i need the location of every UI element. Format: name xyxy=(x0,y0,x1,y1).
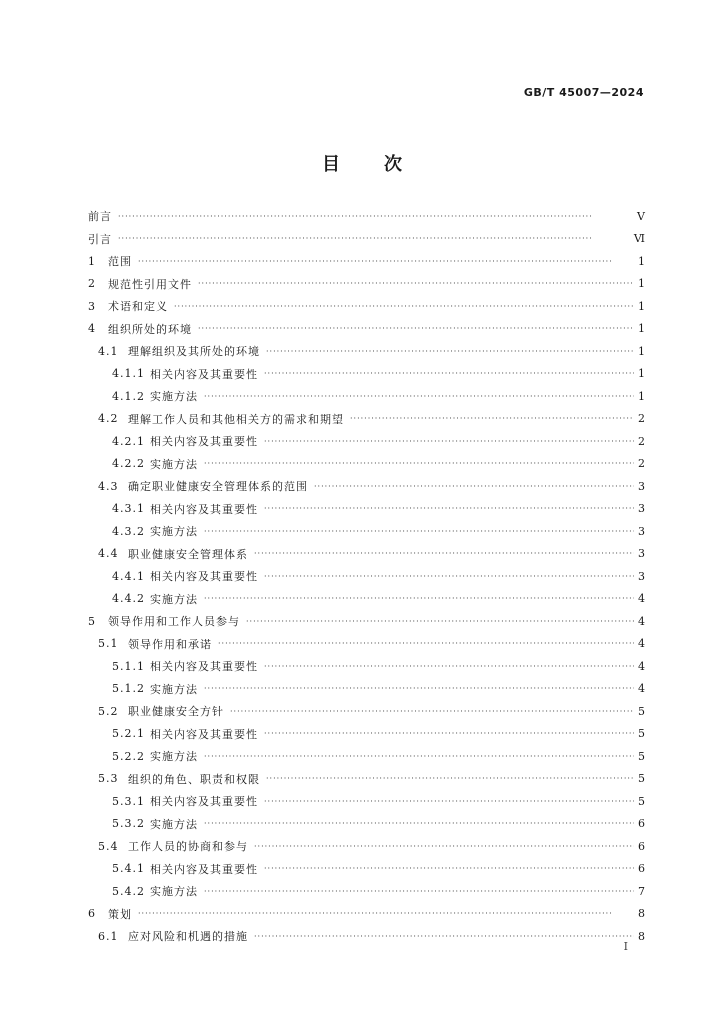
dot-leader xyxy=(266,774,634,783)
toc-entry-title: 相关内容及其重要性 xyxy=(150,795,258,809)
toc-entry-number: 4.3.2 xyxy=(112,524,145,538)
toc-entry[interactable] xyxy=(88,363,646,386)
dot-leader xyxy=(264,797,634,806)
toc-entry-title: 相关内容及其重要性 xyxy=(150,435,258,449)
dot-leader xyxy=(218,639,634,648)
toc-entry-title: 实施方法 xyxy=(150,525,198,539)
toc-entry-title: 实施方法 xyxy=(150,750,198,764)
toc-entry-page: 3 xyxy=(638,569,646,583)
toc-entry[interactable] xyxy=(88,903,646,926)
toc-entry-title: 策划 xyxy=(108,907,132,921)
toc-entry-number: 5.1.2 xyxy=(112,682,145,696)
toc-entry-number: 1 xyxy=(88,254,96,268)
toc-entry[interactable] xyxy=(88,205,646,228)
toc-entry-title: 相关内容及其重要性 xyxy=(150,502,258,516)
toc-entry-title: 相关内容及其重要性 xyxy=(150,727,258,741)
table-of-contents xyxy=(88,205,646,948)
toc-entry[interactable] xyxy=(88,790,646,813)
dot-leader xyxy=(254,932,634,941)
toc-entry-page: 5 xyxy=(638,749,646,763)
toc-entry[interactable] xyxy=(88,700,646,723)
toc-entry-number: 4.2 xyxy=(98,412,119,426)
toc-entry[interactable] xyxy=(88,768,646,791)
toc-entry-number: 5.2.2 xyxy=(112,749,145,763)
toc-entry[interactable] xyxy=(88,543,646,566)
toc-entry-page: 8 xyxy=(638,929,646,943)
toc-entry-page: 1 xyxy=(638,322,646,336)
toc-entry-page: 1 xyxy=(638,277,646,291)
dot-leader xyxy=(264,437,634,446)
toc-entry-page: 3 xyxy=(638,547,646,561)
dot-leader xyxy=(198,324,634,333)
toc-entry[interactable] xyxy=(88,858,646,881)
toc-entry-number: 5.4 xyxy=(98,839,119,853)
toc-entry-title: 领导作用和承诺 xyxy=(128,637,212,651)
toc-entry-page: 2 xyxy=(638,412,646,426)
toc-entry[interactable] xyxy=(88,250,646,273)
page-number: I xyxy=(623,940,628,953)
toc-entry-number: 4.4 xyxy=(98,547,119,561)
toc-entry-page: 5 xyxy=(638,727,646,741)
dot-leader xyxy=(204,527,634,536)
toc-entry[interactable] xyxy=(88,813,646,836)
toc-entry-number: 6 xyxy=(88,907,96,921)
toc-entry-number: 2 xyxy=(88,277,96,291)
dot-leader xyxy=(246,617,634,626)
toc-entry[interactable] xyxy=(88,475,646,498)
toc-entry-title: 理解工作人员和其他相关方的需求和期望 xyxy=(128,412,344,426)
toc-entry-number: 5.2.1 xyxy=(112,727,145,741)
toc-entry[interactable] xyxy=(88,340,646,363)
toc-entry[interactable] xyxy=(88,498,646,521)
toc-entry[interactable] xyxy=(88,565,646,588)
dot-leader xyxy=(138,257,634,266)
toc-entry-title: 实施方法 xyxy=(150,682,198,696)
toc-entry[interactable] xyxy=(88,453,646,476)
toc-entry[interactable] xyxy=(88,295,646,318)
toc-entry-number: 4.2.2 xyxy=(112,457,145,471)
toc-entry-page: 8 xyxy=(638,907,646,921)
toc-entry[interactable] xyxy=(88,520,646,543)
toc-entry-page: 2 xyxy=(638,457,646,471)
dot-leader xyxy=(174,302,634,311)
toc-entry-page: 3 xyxy=(638,502,646,516)
dot-leader xyxy=(230,707,634,716)
toc-entry-title: 职业健康安全管理体系 xyxy=(128,547,248,561)
toc-entry-number: 4.4.1 xyxy=(112,569,145,583)
dot-leader xyxy=(204,887,634,896)
dot-leader xyxy=(314,482,634,491)
dot-leader xyxy=(264,864,634,873)
page-title: 目次 xyxy=(322,154,446,175)
toc-entry-page: 6 xyxy=(638,817,646,831)
toc-entry-number: 5.3.1 xyxy=(112,794,145,808)
dot-leader xyxy=(204,752,634,761)
toc-entry-number: 5.4.1 xyxy=(112,862,145,876)
dot-leader xyxy=(204,819,634,828)
toc-entry-number: 4.4.2 xyxy=(112,592,145,606)
toc-entry-title: 实施方法 xyxy=(150,390,198,404)
toc-entry-page: 2 xyxy=(638,434,646,448)
dot-leader xyxy=(204,392,634,401)
toc-entry-title: 应对风险和机遇的措施 xyxy=(128,930,248,944)
toc-entry-title: 工作人员的协商和参与 xyxy=(128,840,248,854)
toc-entry-number: 3 xyxy=(88,299,96,313)
toc-entry[interactable] xyxy=(88,273,646,296)
toc-entry-title: 职业健康安全方针 xyxy=(128,705,224,719)
toc-entry[interactable] xyxy=(88,385,646,408)
dot-leader xyxy=(254,549,634,558)
toc-entry-title: 实施方法 xyxy=(150,457,198,471)
dot-leader xyxy=(264,662,634,671)
toc-entry-title: 组织所处的环境 xyxy=(108,322,192,336)
toc-entry-number: 5.2 xyxy=(98,704,119,718)
toc-entry-page: 4 xyxy=(638,659,646,673)
toc-entry-title: 理解组织及其所处的环境 xyxy=(128,345,260,359)
dot-leader xyxy=(204,594,634,603)
toc-entry[interactable] xyxy=(88,880,646,903)
toc-entry-title: 引言 xyxy=(88,232,112,246)
dot-leader xyxy=(350,414,634,423)
toc-entry[interactable] xyxy=(88,228,646,251)
toc-entry-number: 5 xyxy=(88,614,96,628)
toc-entry-title: 实施方法 xyxy=(150,817,198,831)
toc-entry-title: 相关内容及其重要性 xyxy=(150,570,258,584)
toc-entry-page: 4 xyxy=(638,682,646,696)
toc-entry[interactable] xyxy=(88,925,646,948)
dot-leader xyxy=(118,234,630,243)
dot-leader xyxy=(264,369,634,378)
toc-entry[interactable] xyxy=(88,745,646,768)
toc-entry-page: 4 xyxy=(638,637,646,651)
toc-entry-page: 3 xyxy=(638,524,646,538)
toc-entry-number: 5.3.2 xyxy=(112,817,145,831)
toc-entry-page: 3 xyxy=(638,479,646,493)
toc-entry-title: 范围 xyxy=(108,255,132,269)
dot-leader xyxy=(204,684,634,693)
toc-entry-title: 组织的角色、职责和权限 xyxy=(128,772,260,786)
toc-entry-number: 5.3 xyxy=(98,772,119,786)
toc-entry-page: 4 xyxy=(638,614,646,628)
toc-entry-title: 确定职业健康安全管理体系的范围 xyxy=(128,480,308,494)
toc-entry[interactable] xyxy=(88,633,646,656)
toc-entry-page: Ⅴ xyxy=(637,209,646,223)
toc-entry[interactable] xyxy=(88,835,646,858)
toc-entry-title: 领导作用和工作人员参与 xyxy=(108,615,240,629)
dot-leader xyxy=(118,212,633,221)
toc-entry-page: 5 xyxy=(638,772,646,786)
dot-leader xyxy=(264,504,634,513)
toc-entry-title: 前言 xyxy=(88,210,112,224)
toc-entry-title: 实施方法 xyxy=(150,885,198,899)
toc-entry-number: 6.1 xyxy=(98,929,119,943)
dot-leader xyxy=(264,572,634,581)
toc-entry-title: 相关内容及其重要性 xyxy=(150,660,258,674)
toc-entry-number: 4.2.1 xyxy=(112,434,145,448)
toc-entry-number: 4.1.1 xyxy=(112,367,145,381)
toc-entry-number: 4.3.1 xyxy=(112,502,145,516)
toc-entry-page: 6 xyxy=(638,862,646,876)
toc-entry-page: 7 xyxy=(638,884,646,898)
toc-entry[interactable] xyxy=(88,678,646,701)
toc-entry-page: 1 xyxy=(638,254,646,268)
toc-entry-number: 5.1 xyxy=(98,637,119,651)
toc-entry-page: 4 xyxy=(638,592,646,606)
toc-entry-number: 4.1.2 xyxy=(112,389,145,403)
toc-entry-number: 5.4.2 xyxy=(112,884,145,898)
toc-entry-number: 4 xyxy=(88,322,96,336)
toc-entry-title: 实施方法 xyxy=(150,592,198,606)
toc-entry[interactable] xyxy=(88,318,646,341)
toc-entry-page: 1 xyxy=(638,344,646,358)
toc-entry[interactable] xyxy=(88,723,646,746)
toc-entry-page: 5 xyxy=(638,794,646,808)
toc-entry-page: 1 xyxy=(638,299,646,313)
dot-leader xyxy=(198,279,634,288)
toc-entry-page: 6 xyxy=(638,839,646,853)
toc-entry[interactable] xyxy=(88,610,646,633)
toc-entry-number: 4.1 xyxy=(98,344,119,358)
toc-entry-title: 规范性引用文件 xyxy=(108,277,192,291)
toc-entry-page: 1 xyxy=(638,367,646,381)
toc-entry-title: 相关内容及其重要性 xyxy=(150,367,258,381)
dot-leader xyxy=(254,842,634,851)
dot-leader xyxy=(204,459,634,468)
dot-leader xyxy=(264,729,634,738)
toc-entry-page: Ⅵ xyxy=(633,232,646,246)
toc-entry[interactable] xyxy=(88,430,646,453)
toc-entry[interactable] xyxy=(88,408,646,431)
toc-entry-number: 5.1.1 xyxy=(112,659,145,673)
dot-leader xyxy=(266,347,634,356)
toc-entry-page: 1 xyxy=(638,389,646,403)
dot-leader xyxy=(138,909,634,918)
toc-entry-title: 相关内容及其重要性 xyxy=(150,862,258,876)
standard-number: GB/T 45007—2024 xyxy=(523,86,644,99)
toc-entry-page: 5 xyxy=(638,704,646,718)
toc-entry[interactable] xyxy=(88,655,646,678)
toc-entry-number: 4.3 xyxy=(98,479,119,493)
toc-entry[interactable] xyxy=(88,588,646,611)
toc-entry-title: 术语和定义 xyxy=(108,300,168,314)
